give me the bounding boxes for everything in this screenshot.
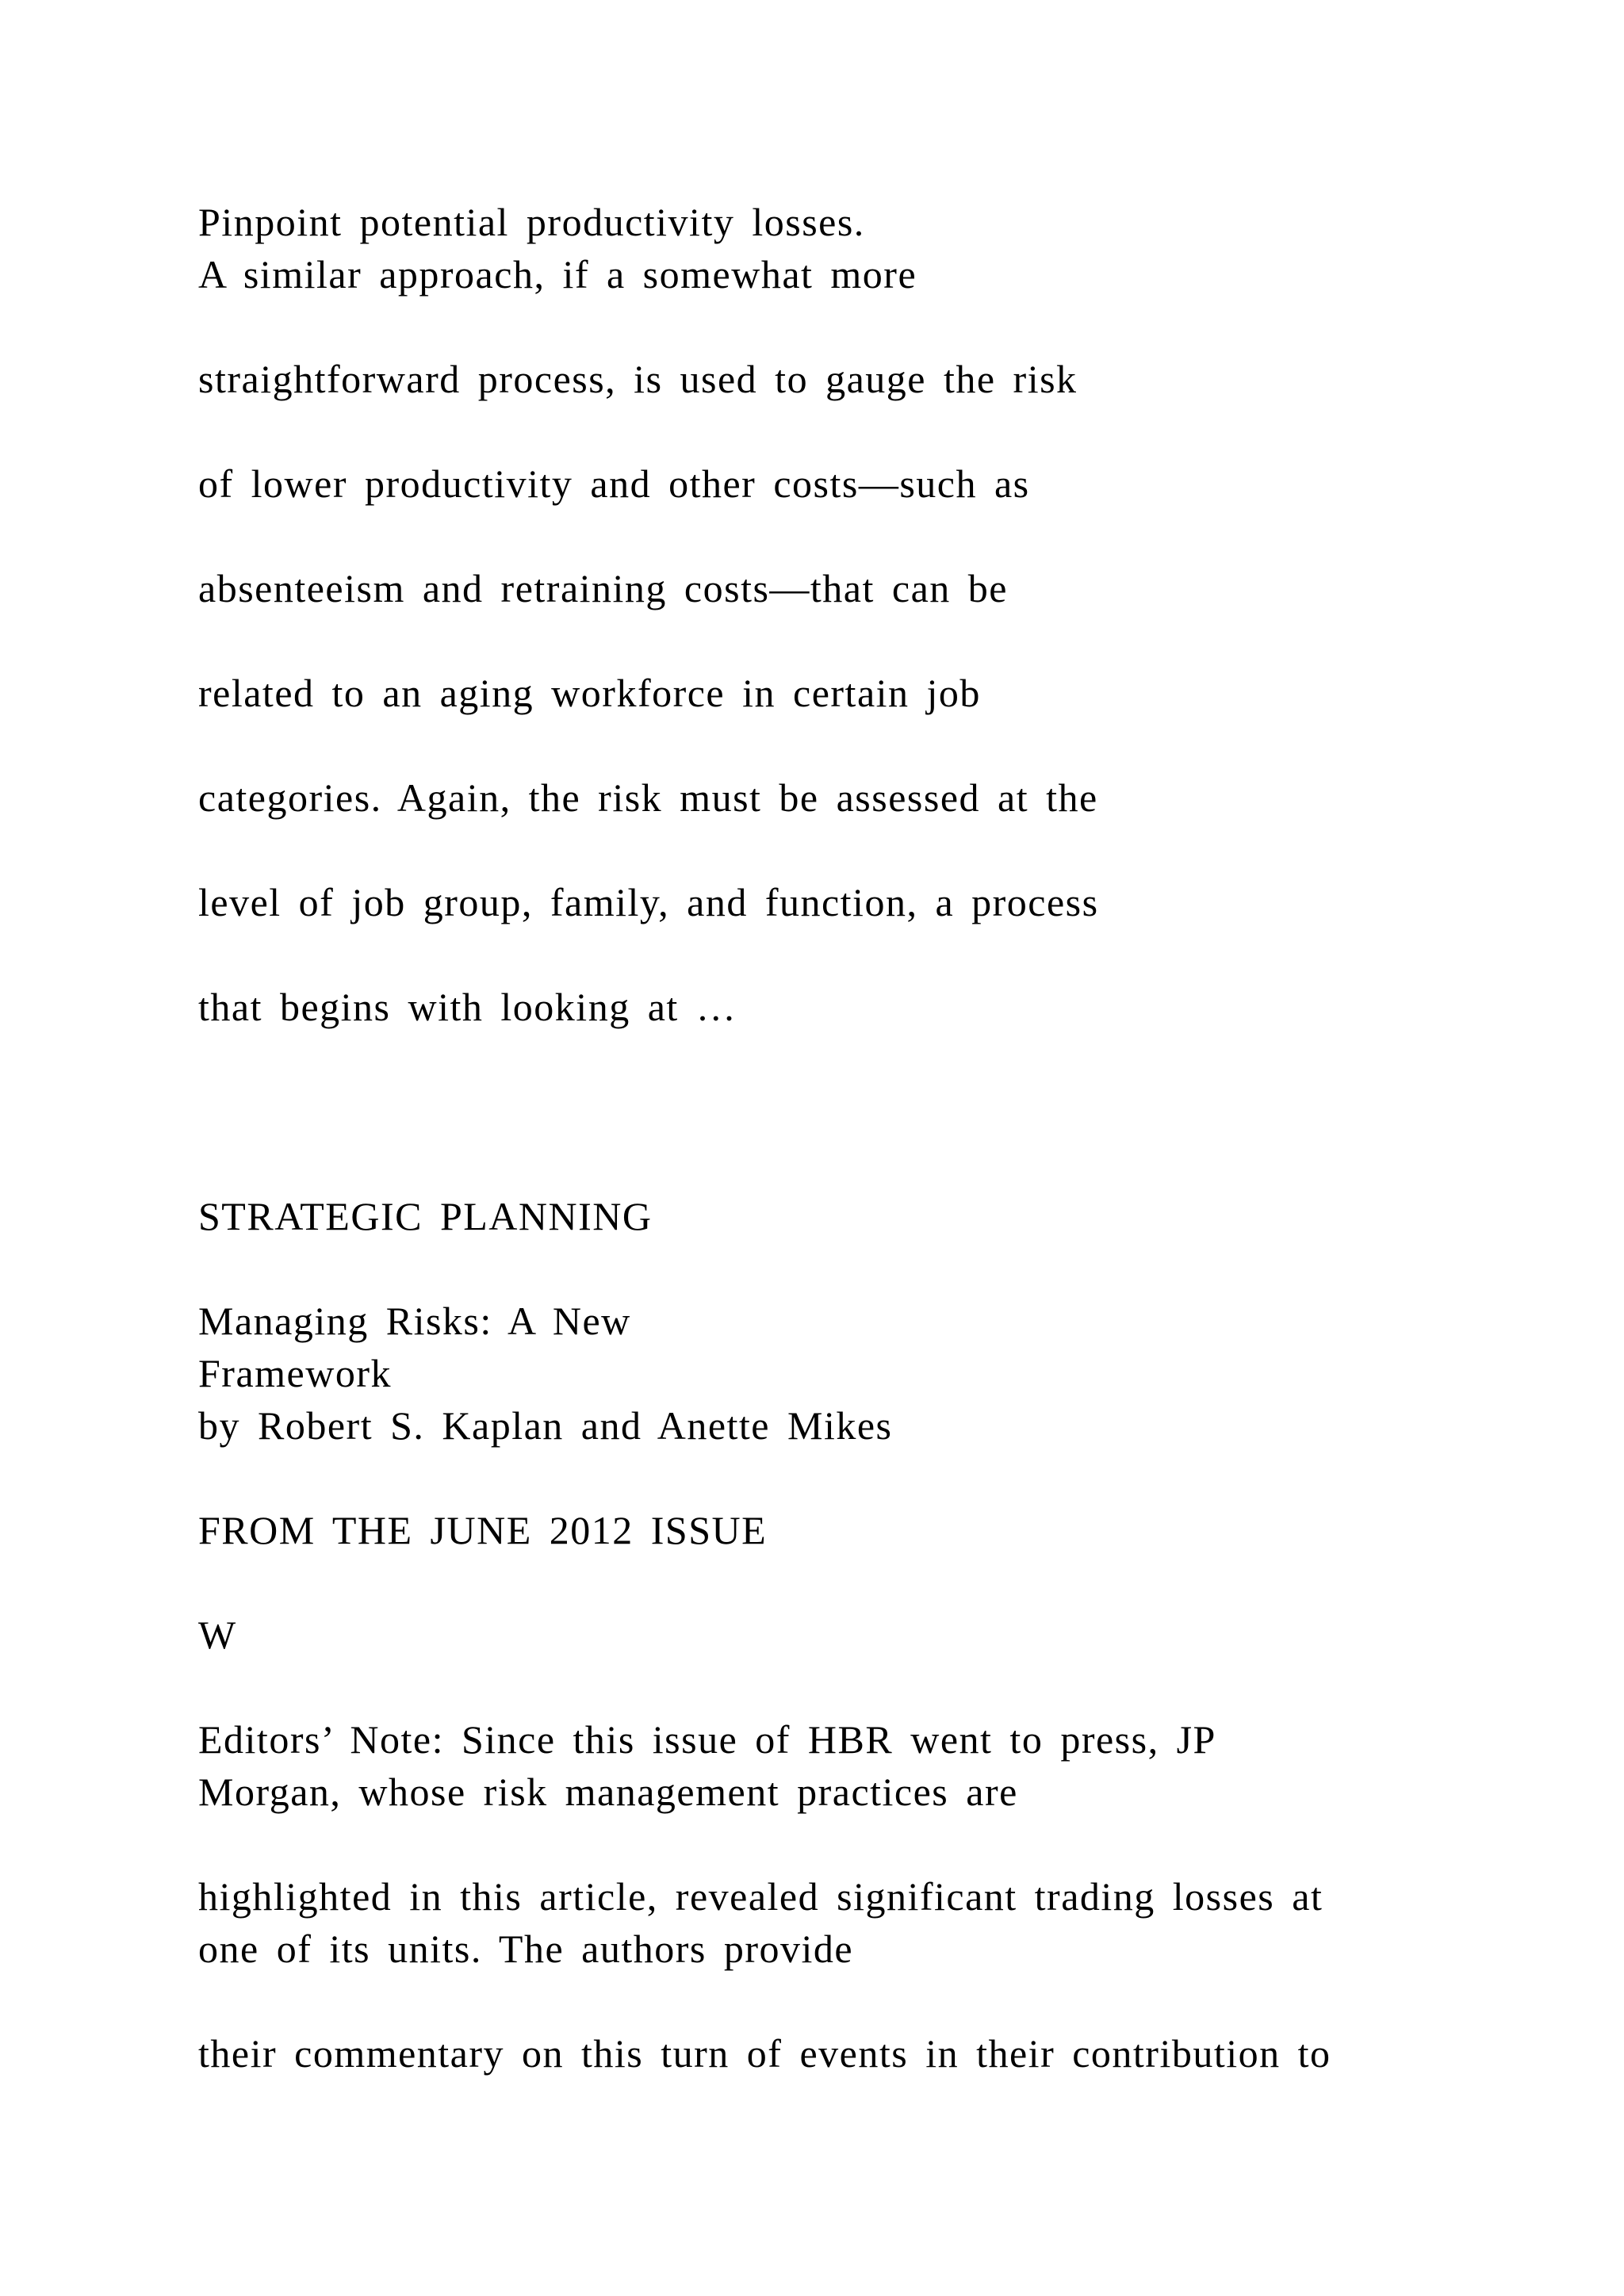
text-line: one of its units. The authors provide — [198, 1927, 854, 1971]
text-line: categories. Again, the risk must be assessed at the — [198, 775, 1098, 820]
text-line: Pinpoint potential productivity losses. — [198, 200, 865, 244]
text-line: their commentary on this turn of events in their contribution to — [198, 2031, 1331, 2076]
text-line: level of job group, family, and function, a process — [198, 880, 1099, 924]
text-line: that begins with looking at … — [198, 985, 737, 1029]
section-heading: STRATEGIC PLANNING — [198, 1194, 653, 1238]
article-title: Framework — [198, 1351, 392, 1395]
text-line: of lower productivity and other costs—such as — [198, 461, 1030, 506]
issue-label: FROM THE JUNE 2012 ISSUE — [198, 1508, 768, 1552]
text-line: Morgan, whose risk management practices are — [198, 1770, 1018, 1814]
text-line: related to an aging workforce in certain job — [198, 671, 981, 715]
byline: by Robert S. Kaplan and Anette Mikes — [198, 1403, 893, 1448]
text-line: highlighted in this article, revealed significant trading losses at — [198, 1874, 1323, 1919]
article-title: Managing Risks: A New — [198, 1299, 631, 1343]
text-line: Editors’ Note: Since this issue of HBR went to press, JP — [198, 1717, 1216, 1762]
text-line: A similar approach, if a somewhat more — [198, 252, 917, 297]
text-line: straightforward process, is used to gauge the risk — [198, 357, 1078, 401]
drop-cap-letter: W — [198, 1613, 237, 1657]
text-line: absenteeism and retraining costs—that can be — [198, 566, 1008, 610]
